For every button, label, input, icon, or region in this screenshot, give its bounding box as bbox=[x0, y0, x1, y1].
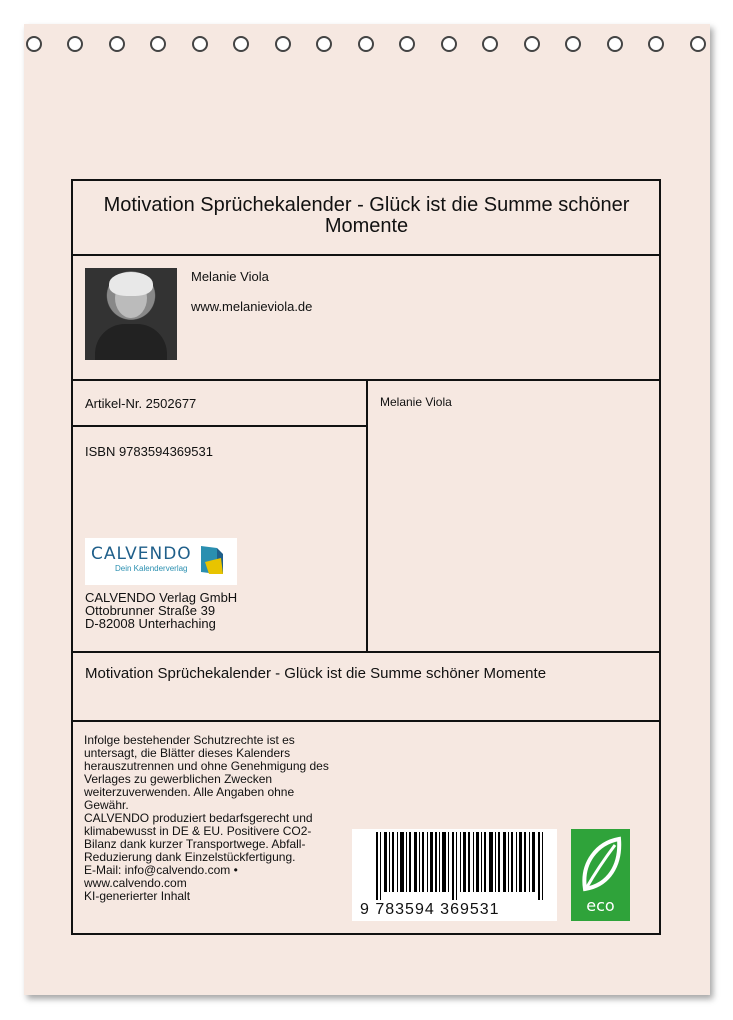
publisher-city: D-82008 Unterhaching bbox=[85, 616, 216, 631]
photo-figure bbox=[109, 272, 153, 296]
publisher-name: CALVENDO Verlag GmbH bbox=[85, 590, 238, 605]
leaf-icon bbox=[571, 829, 630, 899]
photo-figure bbox=[95, 324, 167, 360]
photographer-name: Melanie Viola bbox=[380, 395, 452, 409]
ring-icon bbox=[607, 36, 623, 52]
calvendo-logo bbox=[85, 538, 237, 585]
publisher-street: Ottobrunner Straße 39 bbox=[85, 603, 216, 618]
divider bbox=[71, 720, 661, 722]
calendar-title: Motivation Sprüchekalender - Glück ist die Summe schöner Momente bbox=[103, 194, 630, 237]
author-website: www.melanieviola.de bbox=[191, 299, 313, 314]
logo-tagline: Dein Kalenderverlag bbox=[115, 564, 188, 573]
ring-icon bbox=[358, 36, 374, 52]
divider bbox=[71, 254, 661, 256]
ring-icon bbox=[524, 36, 540, 52]
divider bbox=[71, 651, 661, 653]
binding-rings bbox=[0, 36, 733, 60]
ring-icon bbox=[441, 36, 457, 52]
isbn-barcode bbox=[352, 829, 557, 921]
divider bbox=[366, 379, 368, 653]
barcode-number: 9 783594 369531 bbox=[360, 901, 500, 918]
isbn: ISBN 9783594369531 bbox=[85, 444, 213, 459]
ring-icon bbox=[67, 36, 83, 52]
eco-label: eco bbox=[586, 896, 615, 915]
ring-icon bbox=[648, 36, 664, 52]
divider bbox=[71, 425, 368, 427]
ring-icon bbox=[233, 36, 249, 52]
article-number: Artikel-Nr. 2502677 bbox=[85, 396, 197, 411]
ring-icon bbox=[192, 36, 208, 52]
eco-badge bbox=[571, 829, 630, 921]
legal-notice: Infolge bestehender Schutzrechte ist es untersagt, die Blätter dieses Kalenders herauszutrennen und ohne Genehmigung des Verlages zu gewerblichen Zwecken weiterzuverwenden. Alle Angaben ohne Gewähr. CALVENDO produziert bedarfsgerecht und klimabewusst in DE & EU. Positivere CO2- Bilanz dank kurzer Transportwege. Abfall- Reduzierung dank Einzelstückfertigung. E-Mail: info@calvendo.com • www.calvendo.com KI-generierter Inhalt bbox=[84, 733, 329, 903]
calendar-subtitle-title: Motivation Sprüchekalender - Glück ist die Summe schöner Momente bbox=[85, 665, 547, 682]
ring-icon bbox=[26, 36, 42, 52]
ring-icon bbox=[482, 36, 498, 52]
ring-icon bbox=[109, 36, 125, 52]
ring-icon bbox=[690, 36, 706, 52]
calvendo-mark-icon bbox=[199, 544, 225, 576]
logo-wordmark: CALVENDO bbox=[91, 544, 192, 564]
ring-icon bbox=[565, 36, 581, 52]
author-photo bbox=[85, 268, 177, 360]
ring-icon bbox=[275, 36, 291, 52]
author-name: Melanie Viola bbox=[191, 269, 269, 284]
ring-icon bbox=[150, 36, 166, 52]
barcode-bars bbox=[376, 832, 546, 900]
ring-icon bbox=[399, 36, 415, 52]
ring-icon bbox=[316, 36, 332, 52]
